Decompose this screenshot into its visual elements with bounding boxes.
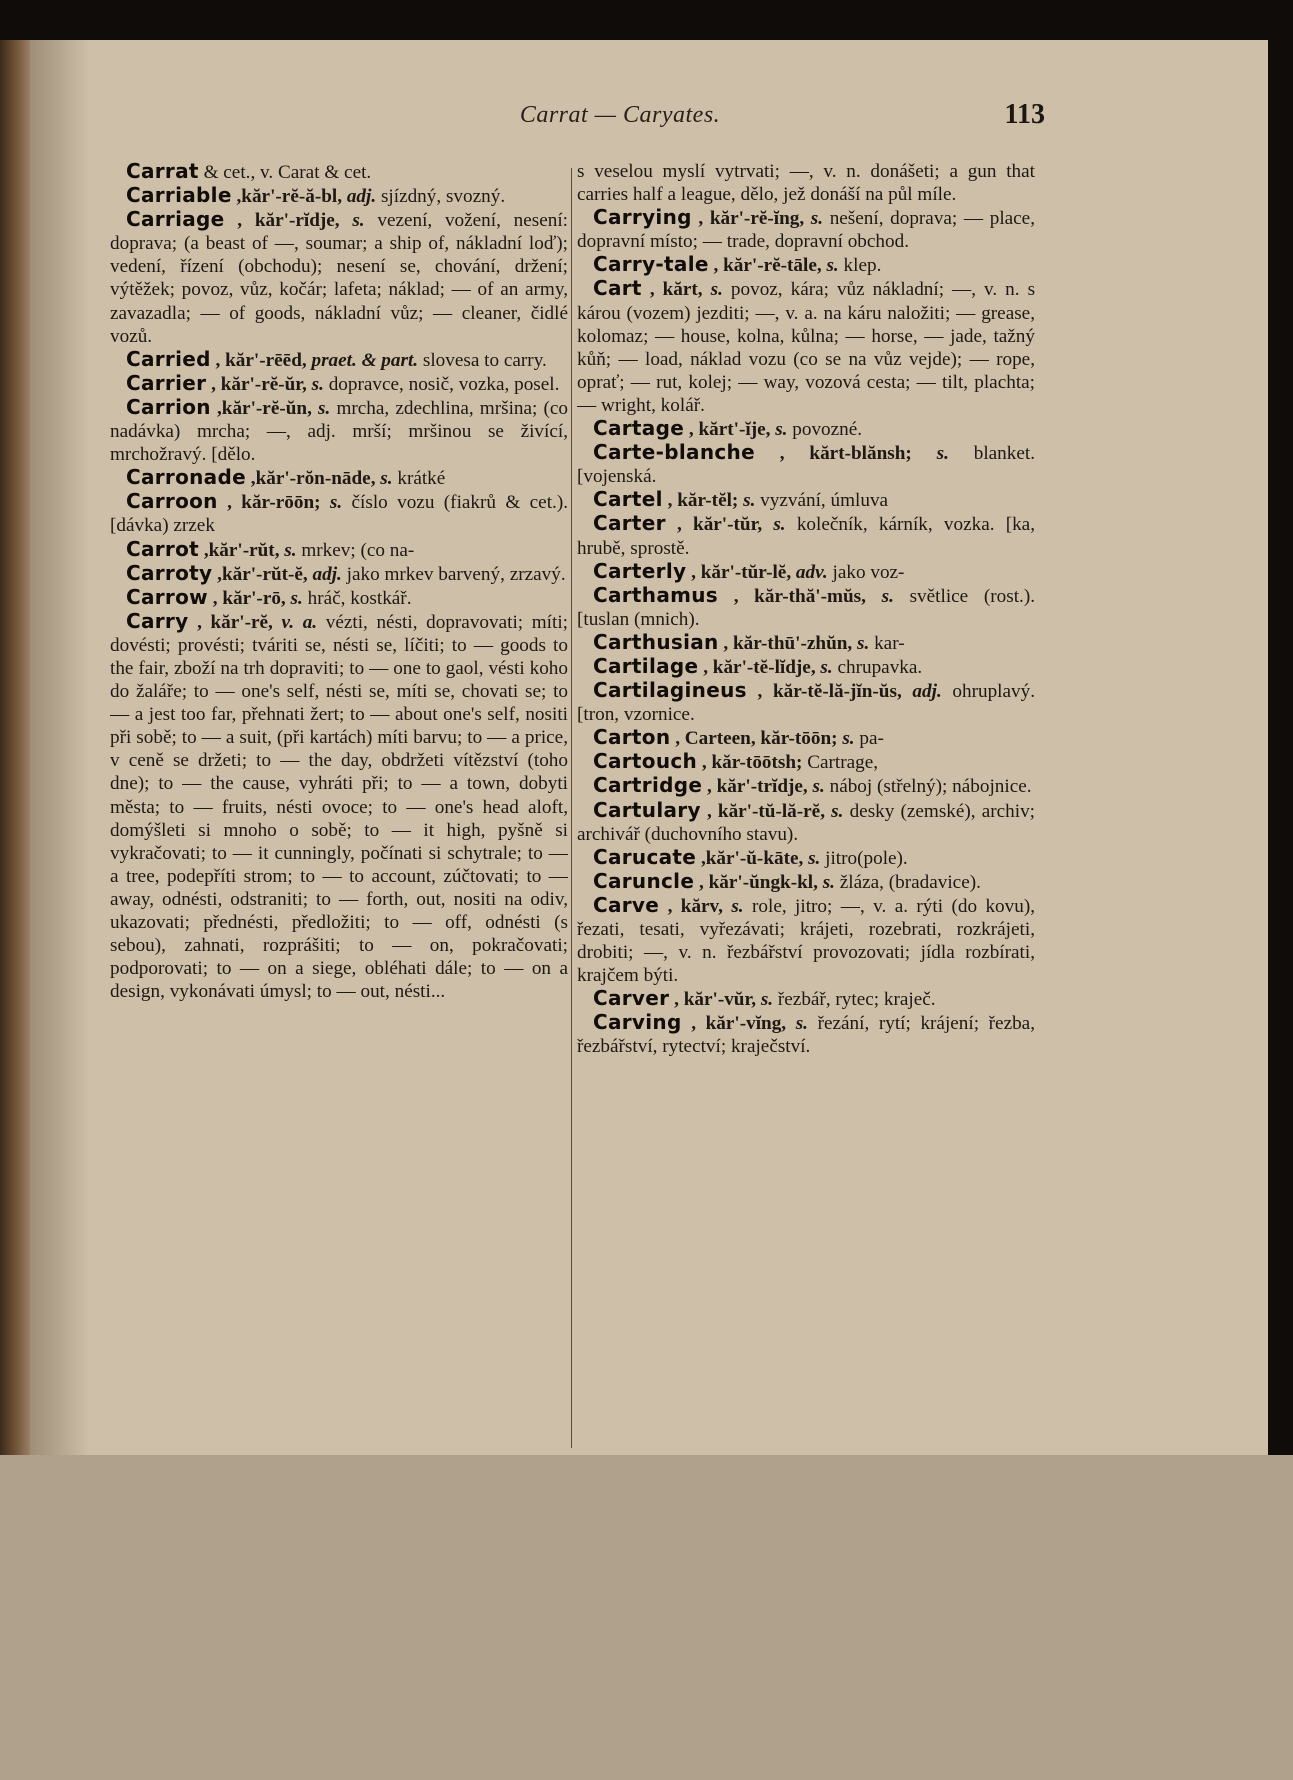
- entry-pronunciation: , kăr'-rēēd,: [215, 349, 307, 371]
- dictionary-entry: [110, 208, 568, 348]
- entry-part-of-speech: s.: [826, 255, 839, 277]
- entry-part-of-speech: v. a.: [281, 611, 318, 633]
- entry-definition: s veselou myslí vytrvati; —, v. n. donášeti; a gun that carries half a league, dělo, jež donáší na půl míle.: [577, 161, 1035, 206]
- entry-headword: Carter: [593, 511, 666, 536]
- dictionary-entry: [577, 894, 1035, 987]
- entry-part-of-speech: s.: [773, 514, 786, 536]
- entry-definition: povoz, kára; vůz nákladní; —, v. n. s károu (vozem) jezditi; —, v. a. na káru naložiti; — grease, kolomaz; — house, kolna, kůlna; — horse, — jade, tažný kůň; — load, náklad vozu (co se na vůz vejde); — rope, oprať; — rut, kolej; — way, vozová cesta; — tilt, plachta; — wright, kolář.: [577, 279, 1035, 416]
- entry-headword: Cart: [593, 276, 642, 301]
- entry-definition: mrcha, zdechlina, mršina; (co nadávka) mrcha; —, adj. mrší; mršinou se živící, mrchožravý. [dělo.: [110, 397, 568, 466]
- entry-pronunciation: , kăr'-tŭ-lă-rĕ,: [706, 800, 825, 822]
- entry-pronunciation: , kăr'-rō,: [212, 587, 286, 609]
- dictionary-entry: [110, 372, 568, 396]
- entry-definition: role, jitro; —, v. a. rýti (do kovu), řezati, tesati, vyřezávati; krájeti, rozebrati, rozkrájeti, drobiti; —, v. n. řezbářství provozovati; jídla rozbírati, krajčem býti.: [577, 895, 1035, 987]
- entry-part-of-speech: s.: [329, 492, 343, 514]
- entry-definition: klep.: [843, 255, 882, 277]
- dictionary-entry: [577, 277, 1035, 417]
- page-number: 113: [1004, 99, 1045, 130]
- entry-part-of-speech: adj.: [912, 681, 942, 703]
- left-column: [110, 160, 568, 1003]
- running-head: Carrat — Caryates.: [519, 102, 721, 128]
- dictionary-entry: [577, 441, 1035, 488]
- entry-pronunciation: , kăr'-rĭdje,: [237, 210, 340, 232]
- entry-part-of-speech: praet. & part.: [311, 349, 419, 371]
- dictionary-entry: [577, 512, 1035, 559]
- dictionary-entry: [577, 560, 1035, 584]
- entry-part-of-speech: s.: [775, 419, 788, 441]
- entry-headword: Carve: [593, 892, 660, 917]
- entry-part-of-speech: adj.: [312, 563, 342, 585]
- column-rule: [571, 168, 572, 1448]
- entry-pronunciation: ,kăr'-rĕ-ŭn,: [217, 397, 312, 419]
- dictionary-entry: [577, 750, 1035, 774]
- entry-part-of-speech: s.: [290, 587, 303, 609]
- entry-part-of-speech: s.: [822, 871, 835, 893]
- dictionary-entry: [577, 631, 1035, 655]
- entry-part-of-speech: s.: [810, 208, 824, 230]
- entry-definition: číslo vozu (fiakrů & cet.). [dávka) zrzek: [110, 492, 568, 537]
- entry-pronunciation: , kăr'-tŭr-lĕ,: [691, 561, 792, 583]
- right-column: [577, 160, 1035, 1059]
- entry-headword: Cartouch: [593, 749, 698, 774]
- entry-part-of-speech: s.: [881, 585, 894, 607]
- dictionary-entry: [577, 846, 1035, 870]
- entry-definition: vyzvání, úmluva: [760, 490, 889, 512]
- dictionary-entry: [110, 160, 568, 184]
- entry-definition: náboj (střelný); nábojnice.: [829, 776, 1032, 798]
- entry-part-of-speech: s.: [731, 895, 744, 917]
- entry-definition: chrupavka.: [837, 656, 923, 678]
- dictionary-entry: [577, 417, 1035, 441]
- entry-definition: jitro(pole).: [825, 847, 908, 869]
- dictionary-entry: [110, 538, 568, 562]
- entry-headword: Carton: [593, 725, 671, 750]
- entry-part-of-speech: s.: [812, 776, 825, 798]
- entry-definition: blanket. [vojenská.: [577, 443, 1035, 488]
- entry-pronunciation: , kărt'-ĭje,: [688, 419, 771, 441]
- dictionary-entry: [577, 584, 1035, 631]
- entry-headword: Carrion: [126, 394, 211, 419]
- entry-headword: Carrat: [126, 160, 199, 183]
- dictionary-entry: [577, 488, 1035, 512]
- entry-pronunciation: , kăr-thă'-mŭs,: [733, 585, 866, 607]
- entry-part-of-speech: adj.: [346, 186, 377, 208]
- entry-definition: kar-: [874, 632, 905, 654]
- entry-part-of-speech: s.: [710, 279, 723, 301]
- dictionary-entry: [110, 562, 568, 586]
- entry-definition: světlice (rost.). [tuslan (mnich).: [577, 585, 1035, 630]
- dictionary-entry: [577, 160, 1035, 206]
- entry-headword: Carrot: [126, 536, 200, 561]
- book-spine-shadow: [0, 40, 30, 1455]
- entry-definition: vezení, vožení, nesení: doprava; (a beast of —, soumar; a ship of, nákladní loď); vedení, řízení (obchodu); nesení se, chování, držení; výtěžek; povoz, vůz, kočár; lafeta; náklad; — of an army, zavazadla; — of goods, nákladní vůz; — cleaner, čidlé vozů.: [110, 210, 568, 347]
- dictionary-entry: [110, 490, 568, 537]
- scanner-top-border: [0, 0, 1293, 40]
- entry-part-of-speech: s.: [831, 800, 844, 822]
- entry-definition: & cet., v. Carat & cet.: [203, 162, 372, 183]
- dictionary-entry: [110, 396, 568, 466]
- dictionary-entry: [110, 466, 568, 490]
- entry-part-of-speech: adv.: [795, 561, 828, 583]
- dictionary-entry: [577, 774, 1035, 798]
- entry-definition: sjízdný, svozný.: [380, 186, 506, 208]
- entry-definition: desky (zemské), archiv; archivář (duchovního stavu).: [577, 800, 1035, 845]
- entry-pronunciation: , kăr'-rĕ,: [197, 611, 273, 633]
- dictionary-entry: [577, 253, 1035, 277]
- entry-pronunciation: , kăr'-vŭr,: [674, 989, 757, 1011]
- entry-definition: pa-: [859, 728, 884, 750]
- entry-definition: žláza, (bradavice).: [839, 871, 981, 893]
- entry-pronunciation: , kăr'-trĭdje,: [707, 776, 808, 798]
- entry-definition: povozné.: [792, 419, 863, 441]
- entry-pronunciation: , kăr'-rĕ-tāle,: [713, 255, 822, 277]
- entry-pronunciation: , kărt-blănsh;: [779, 443, 912, 465]
- scanner-bed: [0, 1455, 1293, 1780]
- entry-part-of-speech: s.: [743, 490, 756, 512]
- entry-pronunciation: , kărv,: [667, 895, 723, 917]
- entry-headword: Carte-blanche: [593, 440, 755, 465]
- entry-headword: Carry-tale: [593, 252, 709, 277]
- dictionary-entry: [110, 610, 568, 1004]
- entry-definition: slovesa to carry.: [422, 349, 547, 371]
- dictionary-entry: [110, 184, 568, 208]
- entry-pronunciation: , kăr'-tŭr,: [677, 514, 763, 536]
- entry-pronunciation: , kărt,: [649, 279, 703, 301]
- entry-headword: Carriable: [126, 183, 232, 208]
- dictionary-entry: [577, 655, 1035, 679]
- entry-definition: dopravce, nosič, vozka, posel.: [328, 373, 560, 395]
- entry-headword: Carucate: [593, 844, 697, 869]
- dictionary-entry: [110, 586, 568, 610]
- dictionary-entry: [577, 206, 1035, 253]
- entry-pronunciation: , kăr'-rĕ-ŭr,: [211, 373, 307, 395]
- entry-headword: Carry: [126, 608, 189, 633]
- entry-headword: Cartel: [593, 487, 663, 512]
- entry-definition: řezání, rytí; krájení; řezba, řezbářství, rytectví; kraječství.: [577, 1013, 1035, 1058]
- entry-headword: Caruncle: [593, 868, 695, 893]
- entry-part-of-speech: s.: [820, 656, 833, 678]
- entry-headword: Carroon: [126, 489, 218, 514]
- dictionary-entry: [577, 987, 1035, 1011]
- entry-headword: Carrow: [126, 584, 208, 609]
- entry-part-of-speech: s.: [380, 468, 393, 490]
- entry-pronunciation: , kăr'-rĕ-ĭng,: [698, 208, 805, 230]
- entry-headword: Cartilagineus: [593, 678, 747, 703]
- entry-pronunciation: ,kăr'-rŏn-nāde,: [250, 468, 376, 490]
- entry-part-of-speech: s.: [795, 1013, 808, 1035]
- entry-definition: Cartrage,: [807, 752, 879, 774]
- entry-definition: kolečník, kárník, vozka. [ka, hrubě, sprostě.: [577, 514, 1035, 559]
- entry-headword: Carronade: [126, 465, 246, 490]
- entry-headword: Cartage: [593, 416, 685, 441]
- entry-headword: Carriage: [126, 207, 225, 232]
- entry-definition: jako mrkev barvený, zrzavý.: [346, 563, 566, 585]
- entry-definition: řezbář, rytec; kraječ.: [777, 989, 936, 1011]
- dictionary-entry: [577, 1011, 1035, 1058]
- entry-definition: mrkev; (co na-: [301, 539, 415, 561]
- entry-pronunciation: ,kăr'-rĕ-ă-bl,: [236, 186, 343, 208]
- entry-headword: Carver: [593, 986, 670, 1011]
- entry-part-of-speech: s.: [284, 539, 297, 561]
- entry-pronunciation: , kăr'-tĕ-lĭdje,: [703, 656, 816, 678]
- dictionary-entry: [577, 726, 1035, 750]
- entry-headword: Carroty: [126, 560, 213, 585]
- dictionary-entry: [110, 348, 568, 372]
- entry-headword: Cartilage: [593, 653, 699, 678]
- entry-definition: krátké: [397, 468, 446, 490]
- entry-headword: Cartulary: [593, 797, 701, 822]
- entry-pronunciation: , kăr'-vĭng,: [691, 1013, 787, 1035]
- entry-definition: nešení, doprava; — place, dopravní místo; — trade, dopravní obchod.: [577, 208, 1035, 253]
- entry-headword: Carrying: [593, 205, 692, 230]
- entry-headword: Cartridge: [593, 773, 703, 798]
- entry-definition: vézti, nésti, dopravovati; míti; dovésti; provésti; tváriti se, nésti se, líčiti; to — goods to the fair, zboží na trh dopraviti; to — one to gaol, vésti koho do žaláře; to — one's self, nésti se, míti se, chovati se; to — a jest too far, přehnati žert; to — about one's self, nositi při sobě; to — a suit, (při kartách) míti barvu; to — a price, v ceně se držeti; to — the day, obdržeti vítězství (toho dne); to — the cause, vyhráti při; to — a town, dobyti města; to — fruits, nésti ovoce; to — one's head aloft, domýšleti si mnoho o sobě; to — it high, pyšně si vykračovati; to — it cunningly, počínati si schytrale; to — a tree, podepříti strom; to — to account, zúčtovati; to — away, odnésti, odstraniti; to — forth, out, nositi na odiv, ukazovati; přednésti, předložiti; to — off, odnésti (s sebou), zahnati, rozprášiti; to — on, pokračovati; podporovati; to — on a siege, obléhati dále; to — on a design, vykonávati úmysl; to — out, nésti...: [110, 611, 568, 1003]
- entry-part-of-speech: s.: [936, 443, 949, 465]
- entry-pronunciation: , kăr'-ŭngk-kl,: [699, 871, 818, 893]
- entry-pronunciation: , kăr-tōōtsh;: [701, 752, 803, 774]
- entry-headword: Carving: [593, 1010, 682, 1035]
- entry-pronunciation: , kăr-tĕl;: [667, 490, 739, 512]
- entry-pronunciation: ,kăr'-rŭt,: [203, 539, 280, 561]
- entry-part-of-speech: s.: [311, 373, 324, 395]
- entry-definition: jako voz-: [832, 561, 905, 583]
- entry-pronunciation: ,kăr'-ŭ-kāte,: [700, 847, 804, 869]
- entry-part-of-speech: s.: [842, 728, 855, 750]
- entry-pronunciation: ,kăr'-rŭt-ĕ,: [217, 563, 308, 585]
- entry-pronunciation: , Carteen, kăr-tōōn;: [675, 728, 838, 750]
- entry-pronunciation: , kăr-rōōn;: [227, 492, 321, 514]
- dictionary-entry: [577, 870, 1035, 894]
- entry-definition: ohruplavý. [tron, vzornice.: [577, 681, 1035, 726]
- entry-pronunciation: , kăr-tĕ-lă-jĭn-ŭs,: [757, 681, 902, 703]
- entry-part-of-speech: s.: [318, 397, 331, 419]
- entry-headword: Carried: [126, 346, 211, 371]
- entry-headword: Carterly: [593, 558, 687, 583]
- entry-part-of-speech: s.: [352, 210, 365, 232]
- entry-pronunciation: , kăr-thū'-zhŭn,: [723, 632, 853, 654]
- scanner-right-border: [1268, 0, 1293, 1455]
- entry-part-of-speech: s.: [808, 847, 821, 869]
- entry-part-of-speech: s.: [857, 632, 870, 654]
- entry-definition: hráč, kostkář.: [307, 587, 412, 609]
- entry-headword: Carrier: [126, 370, 207, 395]
- entry-headword: Carthamus: [593, 582, 719, 607]
- dictionary-entry: [577, 679, 1035, 726]
- entry-headword: Carthusian: [593, 629, 719, 654]
- entry-part-of-speech: s.: [760, 989, 774, 1011]
- dictionary-entry: [577, 799, 1035, 846]
